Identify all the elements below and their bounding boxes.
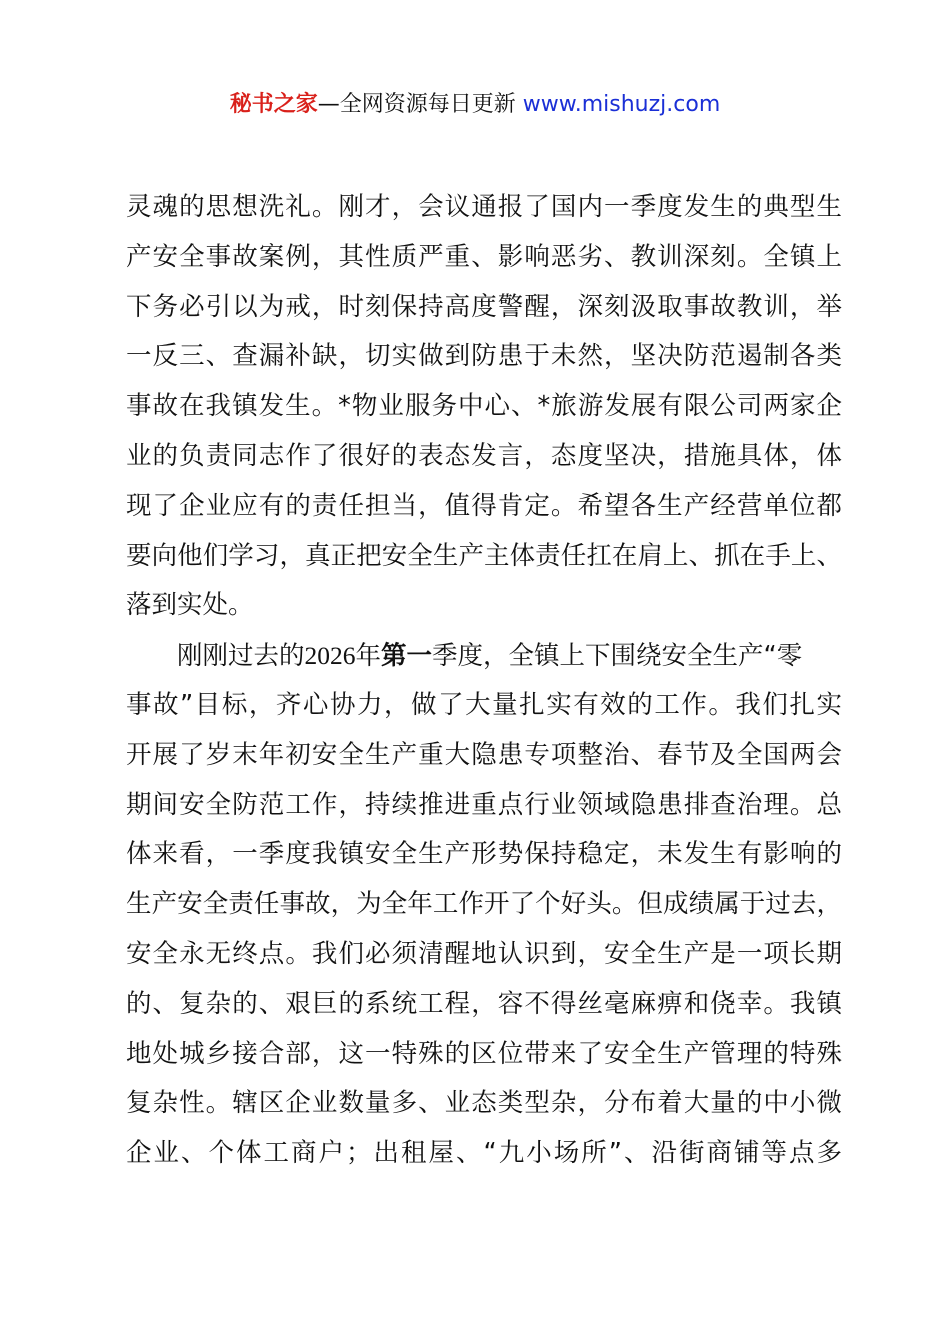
text-line: 落到实处。 bbox=[126, 590, 254, 621]
text-rest: 季度，全镇上下围绕安全生产“零 bbox=[432, 641, 803, 672]
bold-text: 第一 bbox=[381, 641, 433, 672]
text-line: 产安全事故案例，其性质严重、影响恶劣、教训深刻。全镇上 bbox=[126, 241, 842, 272]
text-line: 现了企业应有的责任担当，值得肯定。希望各生产经营单位都 bbox=[126, 490, 842, 521]
text-line: 下务必引以为戒，时刻保持高度警醒，深刻汲取事故教训，举 bbox=[126, 291, 842, 322]
text-line: 开展了岁末年初安全生产重大隐患专项整治、春节及全国两会 bbox=[126, 739, 842, 770]
text-line: 安全永无终点。我们必须清醒地认识到，安全生产是一项长期 bbox=[126, 938, 842, 969]
text-prefix: 刚刚过去的 bbox=[177, 641, 305, 672]
text-line: 期间安全防范工作，持续推进重点行业领域隐患排查治理。总 bbox=[126, 789, 842, 820]
year-suffix: 年 bbox=[355, 641, 382, 672]
year-number: 2026 bbox=[304, 641, 356, 671]
text-line: 事故”目标，齐心协力，做了大量扎实有效的工作。我们扎实 bbox=[126, 689, 842, 720]
text-line: 一反三、查漏补缺，切实做到防患于未然，坚决防范遏制各类 bbox=[126, 341, 842, 372]
text-line: 要向他们学习，真正把安全生产主体责任扛在肩上、抓在手上、 bbox=[126, 540, 842, 571]
text-line: 事故在我镇发生。*物业服务中心、*旅游发展有限公司两家企 bbox=[126, 391, 842, 422]
site-brand: 秘书之家 bbox=[229, 92, 318, 117]
text-line: 业的负责同志作了很好的表态发言，态度坚决，措施具体，体 bbox=[126, 440, 842, 471]
site-url-link[interactable]: www.mishuzj.com bbox=[522, 92, 721, 117]
text-line: 生产安全责任事故，为全年工作开了个好头。但成绩属于过去， bbox=[126, 889, 842, 920]
text-line-first bbox=[126, 631, 842, 681]
text-line: 体来看，一季度我镇安全生产形势保持稳定，未发生有影响的 bbox=[126, 839, 842, 870]
paragraph-1 bbox=[126, 183, 842, 631]
paragraph-2 bbox=[126, 631, 842, 1179]
site-tagline: —全网资源每日更新 bbox=[317, 92, 516, 117]
text-line: 地处城乡接合部，这一特殊的区位带来了安全生产管理的特殊 bbox=[126, 1038, 842, 1069]
text-line: 的、复杂的、艰巨的系统工程，容不得丝毫麻痹和侥幸。我镇 bbox=[126, 988, 842, 1019]
text-line: 复杂性。辖区企业数量多、业态类型杂，分布着大量的中小微 bbox=[126, 1088, 842, 1119]
text-line: 企业、个体工商户；出租屋、“九小场所”、沿街商铺等点多 bbox=[126, 1138, 842, 1169]
site-header bbox=[0, 88, 950, 122]
document-body bbox=[126, 183, 842, 1179]
text-line: 灵魂的思想洗礼。刚才，会议通报了国内一季度发生的典型生 bbox=[126, 192, 842, 222]
